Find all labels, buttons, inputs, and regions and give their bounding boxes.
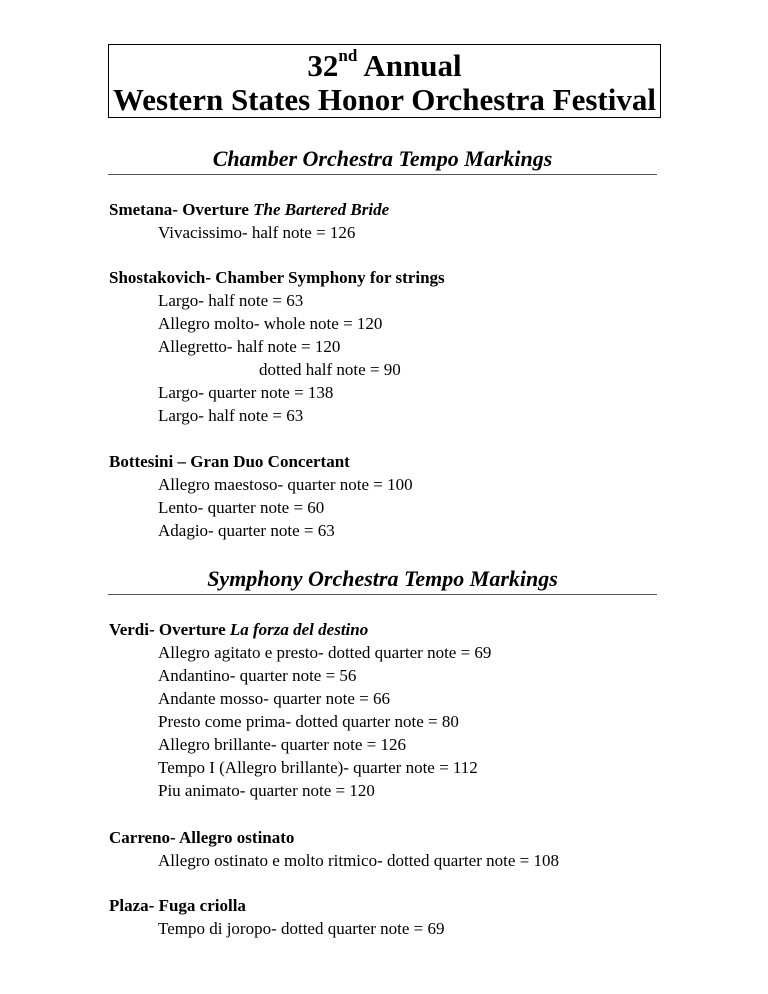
tempo-marking: Allegro agitato e presto- dotted quarter note = 69: [158, 643, 492, 662]
piece-carreno: [109, 826, 729, 872]
tempo-marking: Adagio- quarter note = 63: [158, 521, 335, 540]
piece-title: Shostakovich- Chamber Symphony for strings: [109, 268, 445, 287]
tempo-marking: Lento- quarter note = 60: [158, 498, 325, 517]
piece-title: [109, 198, 729, 221]
piece-smetana: [109, 198, 729, 244]
tempo-marking: Andante mosso- quarter note = 66: [158, 689, 390, 708]
festival-title-box: [108, 44, 661, 118]
tempo-marking: Allegro ostinato e molto ritmico- dotted quarter note = 108: [158, 851, 559, 870]
festival-name: Western States Honor Orchestra Festival: [113, 82, 656, 117]
piece-title: Bottesini – Gran Duo Concertant: [109, 452, 350, 471]
piece-shostakovich: [109, 266, 729, 427]
symphony-orchestra-heading: Symphony Orchestra Tempo Markings: [108, 566, 657, 595]
chamber-orchestra-heading: Chamber Orchestra Tempo Markings: [108, 146, 657, 175]
work-title: La forza del destino: [229, 620, 369, 639]
tempo-marking: Allegro maestoso- quarter note = 100: [158, 475, 413, 494]
tempo-marking: Allegro brillante- quarter note = 126: [158, 735, 406, 754]
annual-label: Annual: [363, 48, 462, 83]
ordinal-suffix: nd: [338, 45, 358, 65]
tempo-marking: dotted half note = 90: [259, 360, 401, 379]
tempo-marking: Largo- half note = 63: [158, 291, 304, 310]
tempo-marking: Tempo di joropo- dotted quarter note = 69: [158, 919, 445, 938]
composer-work: Verdi- Overture: [109, 620, 230, 639]
tempo-marking: Allegro molto- whole note = 120: [158, 314, 383, 333]
piece-title: [109, 618, 729, 641]
tempo-marking: Largo- half note = 63: [158, 406, 304, 425]
tempo-marking: Tempo I (Allegro brillante)- quarter note = 112: [158, 758, 478, 777]
piece-plaza: [109, 894, 729, 940]
piece-title: Plaza- Fuga criolla: [109, 896, 246, 915]
tempo-marking: Largo- quarter note = 138: [158, 383, 334, 402]
piece-verdi: [109, 618, 729, 802]
piece-title: Carreno- Allegro ostinato: [109, 828, 295, 847]
composer-work: Smetana- Overture: [109, 200, 254, 219]
tempo-marking: Allegretto- half note = 120: [158, 337, 341, 356]
tempo-marking: Vivacissimo- half note = 126: [158, 223, 356, 242]
work-title: The Bartered Bride: [253, 200, 390, 219]
edition-number: 32: [307, 48, 339, 83]
tempo-marking: Presto come prima- dotted quarter note = 80: [158, 712, 459, 731]
piece-bottesini: [109, 450, 729, 542]
tempo-marking: Andantino- quarter note = 56: [158, 666, 357, 685]
edition-line: [109, 45, 660, 83]
tempo-marking: Piu animato- quarter note = 120: [158, 781, 375, 800]
